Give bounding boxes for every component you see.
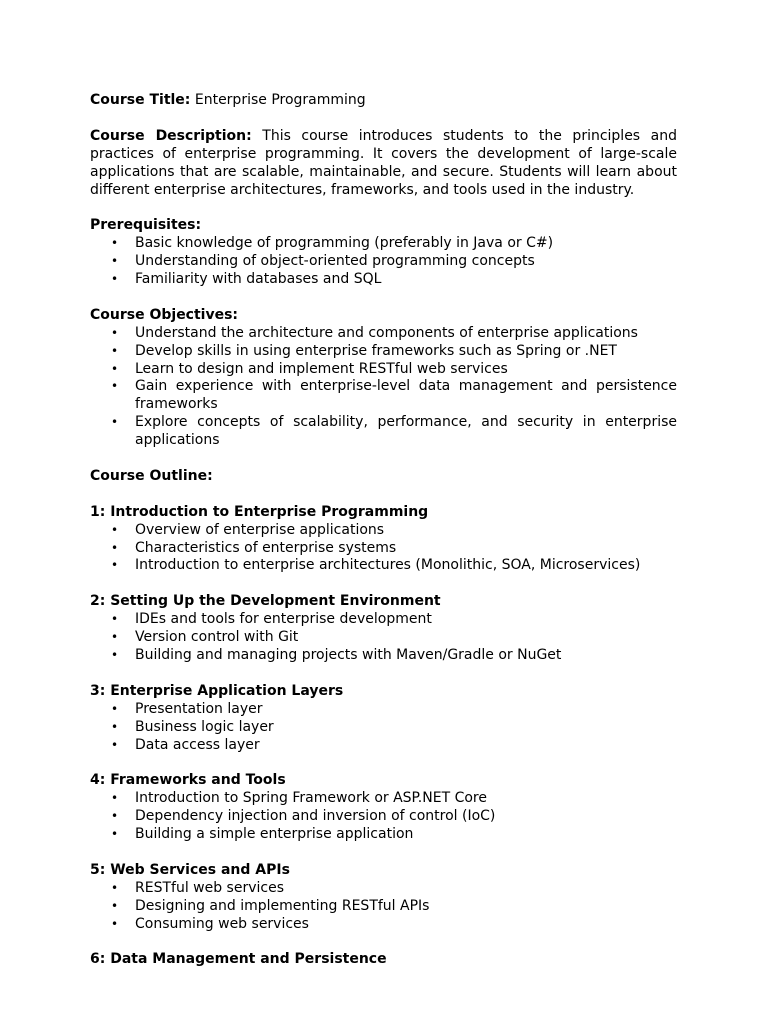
list-item [90, 826, 677, 844]
list-item [90, 611, 677, 629]
prerequisites-heading: Prerequisites: [90, 217, 202, 234]
list-item-text: Overview of enterprise applications [135, 521, 385, 538]
course-title-label: Course Title: [90, 92, 191, 108]
list-item-text: Characteristics of enterprise systems [135, 539, 397, 556]
list-item [90, 916, 677, 934]
bullet-icon: • [111, 325, 119, 340]
list-item-text: Develop skills in using enterprise frameworks such as Spring or .NET [135, 342, 617, 359]
list-item [90, 557, 677, 575]
bullet-icon: • [111, 343, 119, 358]
bullet-icon: • [111, 630, 119, 645]
list-item-text: Basic knowledge of programming (preferably in Java or C#) [135, 235, 554, 252]
objectives-heading: Course Objectives: [90, 306, 239, 323]
outline-section-title: 1: Introduction to Enterprise Programming [90, 503, 429, 520]
list-item [90, 522, 677, 540]
list-item-text: Understanding of object-oriented programming concepts [135, 253, 535, 270]
course-title [90, 92, 677, 110]
list-item-text: Introduction to enterprise architectures (Monolithic, SOA, Microservices) [135, 557, 641, 574]
list-item [90, 701, 677, 719]
outline-section-title: 4: Frameworks and Tools [90, 772, 286, 789]
bullet-icon: • [111, 809, 119, 824]
list-item-text: Explore concepts of scalability, performance, and security in enterprise applications [135, 414, 677, 449]
list-item [90, 808, 677, 826]
document-page [90, 92, 677, 969]
list-item [90, 629, 677, 647]
list-item [90, 898, 677, 916]
list-item-text: Introduction to Spring Framework or ASP.NET Core [135, 790, 487, 807]
list-item-text: Consuming web services [135, 915, 309, 932]
bullet-icon: • [111, 898, 119, 913]
list-item [90, 790, 677, 808]
bullet-icon: • [111, 916, 119, 931]
outline-section-title: 6: Data Management and Persistence [90, 951, 387, 968]
list-item [90, 361, 677, 379]
list-item-text: Designing and implementing RESTful APIs [135, 897, 430, 914]
list-item-text: Building a simple enterprise application [135, 826, 414, 843]
list-item [90, 343, 677, 361]
list-item [90, 325, 677, 343]
prerequisites-list [90, 235, 677, 289]
bullet-icon: • [111, 880, 119, 895]
list-item-text: Data access layer [135, 736, 260, 753]
outline-heading: Course Outline: [90, 467, 213, 484]
outline-section-title: 3: Enterprise Application Layers [90, 682, 344, 699]
list-item-text: Building and managing projects with Maven/Gradle or NuGet [135, 647, 562, 663]
outline-section-list [90, 522, 677, 576]
list-item-text: Understand the architecture and components of enterprise applications [135, 324, 638, 341]
bullet-icon: • [111, 522, 119, 537]
bullet-icon: • [111, 361, 119, 376]
list-item [90, 271, 677, 289]
bullet-icon: • [111, 540, 119, 555]
bullet-icon: • [111, 236, 119, 251]
list-item-text: Presentation layer [135, 700, 263, 717]
outline-section-title: 2: Setting Up the Development Environment [90, 593, 441, 610]
list-item-text: IDEs and tools for enterprise development [135, 611, 432, 628]
list-item [90, 253, 677, 271]
bullet-icon: • [111, 558, 119, 573]
course-title-value: Enterprise Programming [190, 92, 366, 108]
list-item-text: Gain experience with enterprise-level data management and persistence frameworks [135, 378, 677, 413]
outline-section-list [90, 611, 677, 665]
list-item [90, 540, 677, 558]
list-item [90, 378, 677, 414]
bullet-icon: • [111, 254, 119, 269]
list-item-text: RESTful web services [135, 879, 284, 896]
outline-section-list [90, 880, 677, 934]
bullet-icon: • [111, 701, 119, 716]
course-description-label: Course Description: [90, 127, 252, 144]
bullet-icon: • [111, 612, 119, 627]
course-description [90, 128, 677, 200]
bullet-icon: • [111, 719, 119, 734]
outline-section-list [90, 790, 677, 844]
bullet-icon: • [111, 272, 119, 287]
list-item [90, 647, 677, 665]
list-item-text: Dependency injection and inversion of control (IoC) [135, 808, 496, 825]
list-item [90, 719, 677, 737]
outline-section-list [90, 701, 677, 755]
list-item [90, 880, 677, 898]
bullet-icon: • [111, 415, 119, 430]
list-item-text: Business logic layer [135, 718, 274, 735]
list-item-text: Version control with Git [135, 629, 299, 646]
list-item [90, 737, 677, 755]
outline-section-title: 5: Web Services and APIs [90, 861, 290, 878]
bullet-icon: • [111, 648, 119, 662]
course-description-text: This course introduces students to the principles and practices of enterprise programming. It covers the development of large-scale applications that are scalable, maintainable, and secure. Students will learn about different enterprise architectures, frameworks, and tools used in the industry. [90, 127, 677, 198]
list-item [90, 235, 677, 253]
objectives-list [90, 325, 677, 450]
bullet-icon: • [111, 827, 119, 842]
list-item [90, 414, 677, 450]
bullet-icon: • [111, 379, 119, 394]
list-item-text: Learn to design and implement RESTful web services [135, 360, 508, 377]
bullet-icon: • [111, 791, 119, 806]
bullet-icon: • [111, 737, 119, 752]
list-item-text: Familiarity with databases and SQL [135, 271, 382, 288]
